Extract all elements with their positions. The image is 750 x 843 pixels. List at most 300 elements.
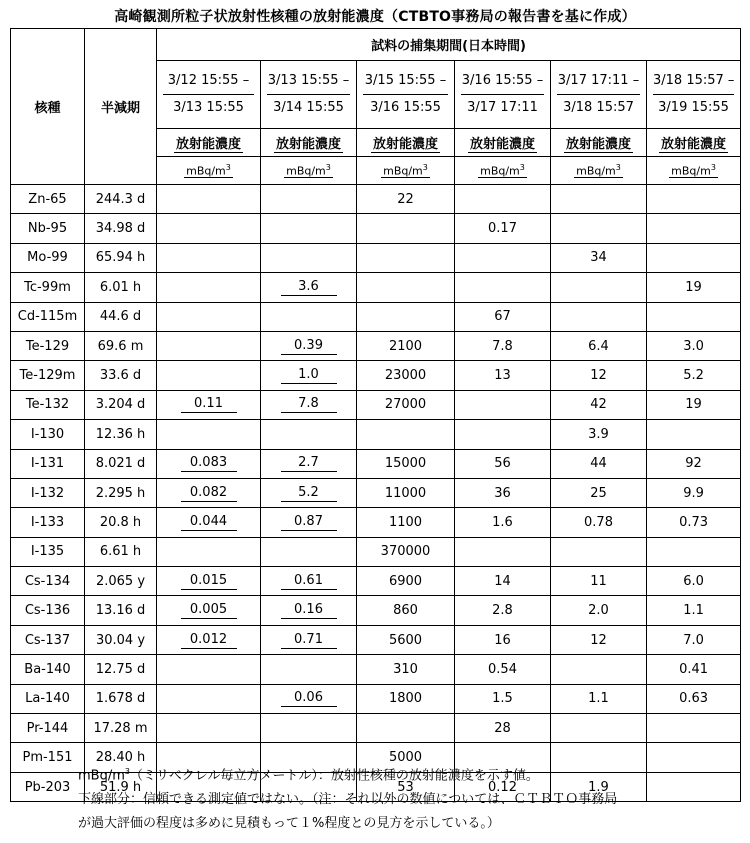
table-row xyxy=(11,508,741,537)
value-text: 5.2 xyxy=(683,368,704,384)
value-text: 67 xyxy=(494,309,511,325)
value-text: 19 xyxy=(685,397,702,413)
value-cell xyxy=(551,273,647,302)
header-half-life: 半減期 xyxy=(85,29,157,185)
unit-base: mBq/m xyxy=(671,164,711,178)
unit-superscript: 3 xyxy=(519,162,525,172)
concentration-label-5 xyxy=(551,129,647,157)
value-cell xyxy=(357,185,455,214)
value-text: 1800 xyxy=(388,691,423,707)
period-end: 3/14 15:55 xyxy=(273,100,344,115)
table-row xyxy=(11,537,741,566)
value-cell xyxy=(551,655,647,684)
value-cell xyxy=(357,684,455,713)
period-header-6 xyxy=(647,61,741,129)
header-sampling-period: 試料の捕集期間(日本時間) xyxy=(157,29,741,61)
nuclide-cell: Te-129m xyxy=(11,361,85,390)
value-cell xyxy=(261,567,357,596)
value-cell xyxy=(157,596,261,625)
value-cell xyxy=(157,331,261,360)
document-title: 高崎観測所粒子状放射性核種の放射能濃度（CTBTO事務局の報告書を基に作成） xyxy=(114,9,636,25)
half-life-cell: 8.021 d xyxy=(85,449,157,478)
value-text: 7.8 xyxy=(492,338,513,354)
period-end: 3/18 15:57 xyxy=(563,100,634,115)
table-row xyxy=(11,449,741,478)
half-life-cell: 1.678 d xyxy=(85,684,157,713)
value-cell xyxy=(357,714,455,743)
nuclide-cell: Pm-151 xyxy=(11,743,85,772)
value-text: 19 xyxy=(685,279,702,295)
value-cell xyxy=(357,625,455,654)
table-row xyxy=(11,420,741,449)
value-text: 14 xyxy=(494,573,511,589)
value-text: 9.9 xyxy=(683,485,704,501)
value-text: 2100 xyxy=(388,338,423,354)
value-cell xyxy=(455,361,551,390)
value-cell xyxy=(647,714,741,743)
unit-label-1 xyxy=(157,157,261,185)
value-text: 7.0 xyxy=(683,632,704,648)
unit-label xyxy=(669,163,718,179)
nuclide-cell: Pr-144 xyxy=(11,714,85,743)
value-cell xyxy=(455,596,551,625)
value-cell xyxy=(455,567,551,596)
concentration-label: 放射能濃度 xyxy=(174,133,243,153)
value-text: 34 xyxy=(590,250,607,266)
half-life-cell: 69.6 m xyxy=(85,331,157,360)
value-cell xyxy=(551,567,647,596)
value-cell xyxy=(551,625,647,654)
header-nuclide: 核種 xyxy=(11,29,85,185)
value-cell xyxy=(551,449,647,478)
value-cell xyxy=(261,302,357,331)
nuclide-cell: Mo-99 xyxy=(11,243,85,272)
concentration-label-1 xyxy=(157,129,261,157)
half-life-cell: 3.204 d xyxy=(85,390,157,419)
table-row xyxy=(11,273,741,302)
value-cell xyxy=(261,655,357,684)
value-text: 0.61 xyxy=(281,573,337,590)
table-row xyxy=(11,714,741,743)
value-cell xyxy=(261,508,357,537)
period-start: 3/15 15:55 – xyxy=(363,68,448,95)
value-cell xyxy=(455,537,551,566)
unit-superscript: 3 xyxy=(710,162,716,172)
unit-label-5 xyxy=(551,157,647,185)
value-cell xyxy=(647,273,741,302)
value-cell xyxy=(551,361,647,390)
nuclide-cell: Cs-134 xyxy=(11,567,85,596)
value-cell xyxy=(551,508,647,537)
period-end: 3/16 15:55 xyxy=(370,100,441,115)
nuclide-cell: Tc-99m xyxy=(11,273,85,302)
unit-superscript: 3 xyxy=(225,162,231,172)
value-cell xyxy=(647,655,741,684)
value-cell xyxy=(551,185,647,214)
nuclide-cell: Cd-115m xyxy=(11,302,85,331)
value-text: 0.083 xyxy=(181,455,237,472)
value-cell xyxy=(551,684,647,713)
nuclide-cell: Ba-140 xyxy=(11,655,85,684)
value-text: 6.0 xyxy=(683,573,704,589)
value-cell xyxy=(455,655,551,684)
unit-label xyxy=(184,163,233,179)
value-text: 860 xyxy=(393,603,418,619)
value-text: 5600 xyxy=(388,632,423,648)
unit-base: mBq/m xyxy=(383,164,423,178)
value-cell xyxy=(357,331,455,360)
nuclide-cell: Pb-203 xyxy=(11,772,85,801)
value-text: 3.9 xyxy=(588,426,609,442)
nuclide-cell: Nb-95 xyxy=(11,214,85,243)
half-life-cell: 2.065 y xyxy=(85,567,157,596)
value-cell xyxy=(551,390,647,419)
value-cell xyxy=(357,273,455,302)
value-cell xyxy=(647,185,741,214)
value-cell xyxy=(157,714,261,743)
value-text: 16 xyxy=(494,632,511,648)
value-cell xyxy=(357,390,455,419)
value-cell xyxy=(647,302,741,331)
value-cell xyxy=(647,214,741,243)
value-cell xyxy=(647,567,741,596)
table-row xyxy=(11,567,741,596)
half-life-cell: 65.94 h xyxy=(85,243,157,272)
value-text: 12 xyxy=(590,368,607,384)
period-start: 3/18 15:57 – xyxy=(653,68,734,95)
unit-label xyxy=(381,163,430,179)
value-text: 7.8 xyxy=(281,396,337,413)
value-cell xyxy=(551,214,647,243)
value-text: 2.0 xyxy=(588,603,609,619)
note-unit: mBq/$m^3$（ミリベクレル毎立方メートル）：放射性核種の放射能濃度を示す値。 xyxy=(78,767,539,784)
value-cell xyxy=(551,596,647,625)
value-cell xyxy=(157,567,261,596)
value-cell xyxy=(647,449,741,478)
value-text: 44 xyxy=(590,456,607,472)
value-text: 310 xyxy=(393,661,418,677)
unit-label-6 xyxy=(647,157,741,185)
value-cell xyxy=(357,478,455,507)
value-cell xyxy=(551,243,647,272)
value-cell xyxy=(157,625,261,654)
half-life-cell: 2.295 h xyxy=(85,478,157,507)
nuclide-cell: Zn-65 xyxy=(11,185,85,214)
value-text: 5.2 xyxy=(281,485,337,502)
nuclide-cell: Te-129 xyxy=(11,331,85,360)
value-text: 28 xyxy=(494,720,511,736)
value-cell xyxy=(261,596,357,625)
concentration-label-4 xyxy=(455,129,551,157)
value-cell xyxy=(551,537,647,566)
value-text: 0.73 xyxy=(679,514,709,530)
nuclide-cell: La-140 xyxy=(11,684,85,713)
value-cell xyxy=(455,714,551,743)
value-cell xyxy=(357,302,455,331)
value-cell xyxy=(647,596,741,625)
value-cell xyxy=(261,420,357,449)
value-text: 0.87 xyxy=(281,514,337,531)
nuclide-cell: I-133 xyxy=(11,508,85,537)
value-text: 1.6 xyxy=(492,514,513,530)
value-cell xyxy=(157,302,261,331)
period-header-3 xyxy=(357,61,455,129)
half-life-cell: 12.36 h xyxy=(85,420,157,449)
value-text: 0.63 xyxy=(679,691,709,707)
value-text: 56 xyxy=(494,456,511,472)
value-cell xyxy=(357,420,455,449)
value-cell xyxy=(357,655,455,684)
value-cell xyxy=(551,478,647,507)
value-cell xyxy=(157,185,261,214)
value-cell xyxy=(261,331,357,360)
unit-base: mBq/m xyxy=(480,164,520,178)
half-life-cell: 20.8 h xyxy=(85,508,157,537)
period-header-2 xyxy=(261,61,357,129)
note-underline-2: が過大評価の程度は多めに見積もって１%程度との見方を示している。） xyxy=(78,816,500,832)
concentration-label: 放射能濃度 xyxy=(468,133,537,153)
value-cell xyxy=(261,214,357,243)
value-text: 370000 xyxy=(380,544,431,560)
value-text: 0.082 xyxy=(181,485,237,502)
value-cell xyxy=(261,714,357,743)
value-text: 23000 xyxy=(384,368,427,384)
value-cell xyxy=(157,449,261,478)
value-cell xyxy=(455,302,551,331)
table-row xyxy=(11,331,741,360)
value-cell xyxy=(157,655,261,684)
value-text: 0.044 xyxy=(181,514,237,531)
value-cell xyxy=(455,390,551,419)
value-text: 2.7 xyxy=(281,455,337,472)
half-life-cell: 44.6 d xyxy=(85,302,157,331)
value-text: 1.0 xyxy=(281,367,337,384)
table-row xyxy=(11,684,741,713)
value-cell xyxy=(157,684,261,713)
value-text: 1.9 xyxy=(588,779,609,795)
value-text: 1100 xyxy=(388,514,423,530)
value-cell xyxy=(647,684,741,713)
value-cell xyxy=(157,390,261,419)
radionuclide-table xyxy=(10,28,741,802)
value-cell xyxy=(261,478,357,507)
unit-base: mBq/m xyxy=(576,164,616,178)
value-cell xyxy=(157,508,261,537)
value-cell xyxy=(261,684,357,713)
period-header-1 xyxy=(157,61,261,129)
value-cell xyxy=(455,331,551,360)
value-cell xyxy=(157,361,261,390)
table-row xyxy=(11,478,741,507)
value-text: 6900 xyxy=(388,573,423,589)
value-text: 11000 xyxy=(384,485,427,501)
value-cell xyxy=(647,478,741,507)
value-cell xyxy=(157,273,261,302)
value-text: 92 xyxy=(685,456,702,472)
half-life-cell: 6.01 h xyxy=(85,273,157,302)
value-cell xyxy=(455,273,551,302)
unit-label xyxy=(574,163,623,179)
value-cell xyxy=(261,625,357,654)
value-cell xyxy=(647,508,741,537)
half-life-cell: 51.9 h xyxy=(85,772,157,801)
table-row xyxy=(11,655,741,684)
value-text: 0.71 xyxy=(281,632,337,649)
value-cell xyxy=(157,478,261,507)
nuclide-cell: Cs-137 xyxy=(11,625,85,654)
value-text: 15000 xyxy=(384,456,427,472)
value-cell xyxy=(647,361,741,390)
value-cell xyxy=(357,508,455,537)
half-life-cell: 13.16 d xyxy=(85,596,157,625)
period-end: 3/19 15:55 xyxy=(658,100,729,115)
table-row xyxy=(11,185,741,214)
value-cell xyxy=(455,684,551,713)
half-life-cell: 12.75 d xyxy=(85,655,157,684)
value-text: 36 xyxy=(494,485,511,501)
period-header-4 xyxy=(455,61,551,129)
unit-label-4 xyxy=(455,157,551,185)
value-text: 1.1 xyxy=(588,691,609,707)
value-cell xyxy=(357,214,455,243)
value-text: 0.41 xyxy=(679,661,709,677)
concentration-label-3 xyxy=(357,129,455,157)
value-cell xyxy=(455,243,551,272)
value-cell xyxy=(551,331,647,360)
value-cell xyxy=(261,361,357,390)
value-cell xyxy=(647,625,741,654)
value-text: 22 xyxy=(397,191,414,207)
value-cell xyxy=(357,449,455,478)
value-cell xyxy=(157,537,261,566)
unit-label xyxy=(284,163,333,179)
half-life-cell: 6.61 h xyxy=(85,537,157,566)
value-text: 12 xyxy=(590,632,607,648)
value-text: 53 xyxy=(397,779,414,795)
value-text: 0.16 xyxy=(281,602,337,619)
value-cell xyxy=(455,449,551,478)
nuclide-cell: I-132 xyxy=(11,478,85,507)
value-cell xyxy=(647,243,741,272)
value-cell xyxy=(261,273,357,302)
table-row xyxy=(11,243,741,272)
unit-label-2 xyxy=(261,157,357,185)
value-cell xyxy=(455,420,551,449)
unit-superscript: 3 xyxy=(325,162,331,172)
table-row xyxy=(11,390,741,419)
value-cell xyxy=(455,625,551,654)
table-row xyxy=(11,596,741,625)
period-start: 3/12 15:55 – xyxy=(163,68,254,95)
value-cell xyxy=(157,420,261,449)
value-text: 0.54 xyxy=(488,661,517,677)
value-text: 27000 xyxy=(384,397,427,413)
value-text: 2.8 xyxy=(492,603,513,619)
half-life-cell: 34.98 d xyxy=(85,214,157,243)
value-cell xyxy=(261,243,357,272)
half-life-cell: 33.6 d xyxy=(85,361,157,390)
half-life-cell: 30.04 y xyxy=(85,625,157,654)
value-cell xyxy=(357,537,455,566)
notes xyxy=(78,760,738,836)
half-life-cell: 17.28 m xyxy=(85,714,157,743)
value-cell xyxy=(261,449,357,478)
nuclide-cell: I-135 xyxy=(11,537,85,566)
value-text: 6.4 xyxy=(588,338,609,354)
value-cell xyxy=(455,478,551,507)
value-cell xyxy=(357,596,455,625)
half-life-cell: 244.3 d xyxy=(85,185,157,214)
period-end: 3/17 17:11 xyxy=(467,100,538,115)
half-life-cell: 28.40 h xyxy=(85,743,157,772)
concentration-label: 放射能濃度 xyxy=(659,133,728,153)
period-header-5 xyxy=(551,61,647,129)
value-text: 13 xyxy=(494,368,511,384)
value-cell xyxy=(261,390,357,419)
period-start: 3/13 15:55 – xyxy=(267,68,350,95)
unit-label-3 xyxy=(357,157,455,185)
value-cell xyxy=(157,214,261,243)
value-cell xyxy=(551,714,647,743)
value-text: 0.11 xyxy=(181,396,237,413)
value-text: 0.005 xyxy=(181,602,237,619)
concentration-label-6 xyxy=(647,129,741,157)
period-end: 3/13 15:55 xyxy=(173,100,244,115)
value-cell xyxy=(455,185,551,214)
value-text: 3.0 xyxy=(683,338,704,354)
concentration-label: 放射能濃度 xyxy=(371,133,440,153)
value-cell xyxy=(357,361,455,390)
table-row xyxy=(11,361,741,390)
value-cell xyxy=(357,567,455,596)
value-cell xyxy=(647,390,741,419)
table-row xyxy=(11,302,741,331)
concentration-label: 放射能濃度 xyxy=(274,133,343,153)
unit-base: mBq/m xyxy=(286,164,326,178)
value-text: 42 xyxy=(590,397,607,413)
unit-superscript: 3 xyxy=(615,162,621,172)
table-row xyxy=(11,625,741,654)
nuclide-cell: Cs-136 xyxy=(11,596,85,625)
table-row xyxy=(11,214,741,243)
unit-base: mBq/m xyxy=(186,164,226,178)
value-text: 0.78 xyxy=(584,514,613,530)
value-cell xyxy=(157,243,261,272)
value-cell xyxy=(647,537,741,566)
value-text: 1.5 xyxy=(492,691,513,707)
value-text: 0.06 xyxy=(281,690,337,707)
unit-superscript: 3 xyxy=(422,162,428,172)
nuclide-cell: I-130 xyxy=(11,420,85,449)
value-cell xyxy=(551,420,647,449)
value-text: 0.17 xyxy=(488,221,517,237)
value-text: 0.012 xyxy=(181,632,237,649)
concentration-label-2 xyxy=(261,129,357,157)
value-cell xyxy=(647,420,741,449)
value-text: 3.6 xyxy=(281,279,337,296)
unit-label xyxy=(478,163,527,179)
value-cell xyxy=(261,537,357,566)
value-cell xyxy=(551,302,647,331)
nuclide-cell: I-131 xyxy=(11,449,85,478)
value-cell xyxy=(647,331,741,360)
value-text: 0.39 xyxy=(281,338,337,355)
value-cell xyxy=(455,214,551,243)
value-cell xyxy=(357,243,455,272)
period-start: 3/16 15:55 – xyxy=(461,68,544,95)
table-body xyxy=(11,185,741,802)
period-start: 3/17 17:11 – xyxy=(557,68,640,95)
